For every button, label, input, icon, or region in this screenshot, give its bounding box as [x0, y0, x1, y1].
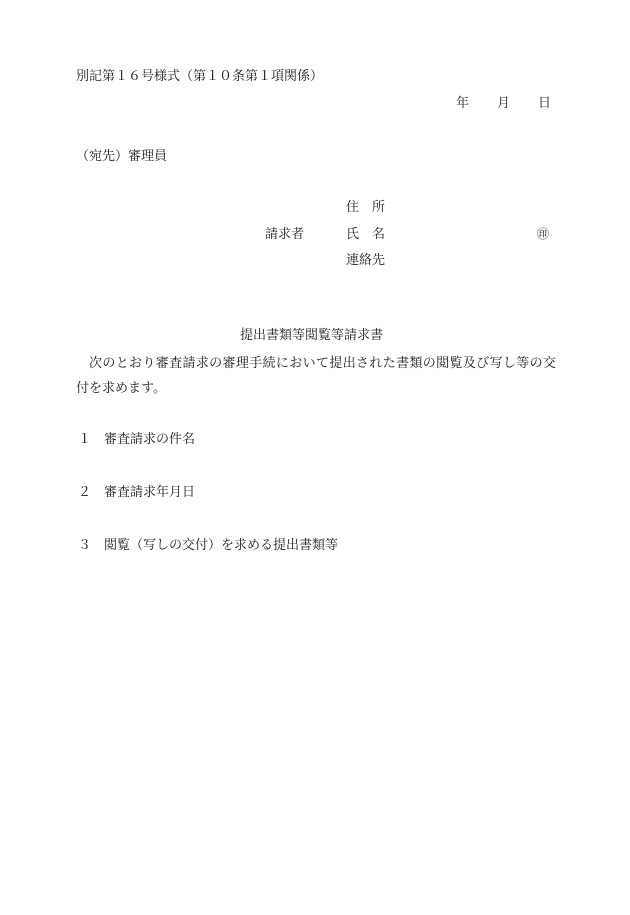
contact-label: 連絡先	[346, 253, 386, 268]
item-label: 審査請求の件名	[104, 432, 196, 447]
list-item	[78, 539, 338, 552]
list-item	[78, 433, 195, 446]
item-label: 閲覧（写しの交付）を求める提出書類等	[104, 538, 339, 553]
item-number: １	[78, 432, 92, 447]
item-number: ３	[78, 538, 92, 553]
date-day-label: 日	[538, 96, 552, 111]
item-label: 審査請求年月日	[104, 485, 196, 500]
item-number: ２	[78, 485, 92, 500]
body-paragraph: 次のとおり審査請求の審理手続において提出された書類の閲覧及び写し等の交付を求めます。	[76, 356, 556, 396]
name-label: 氏 名	[346, 227, 386, 242]
date-year-label: 年	[456, 96, 470, 111]
address-label: 住 所	[346, 200, 386, 215]
addressee: （宛先）審理員	[76, 149, 168, 164]
document-title: 提出書類等閲覧等請求書	[240, 328, 384, 343]
date-month-label: 月	[497, 96, 511, 111]
seal-mark: ㊞	[537, 227, 550, 241]
requester-label: 請求者	[265, 227, 305, 242]
list-item	[78, 486, 195, 499]
form-number: 別記第１６号様式（第１０条第１項関係）	[76, 69, 324, 84]
